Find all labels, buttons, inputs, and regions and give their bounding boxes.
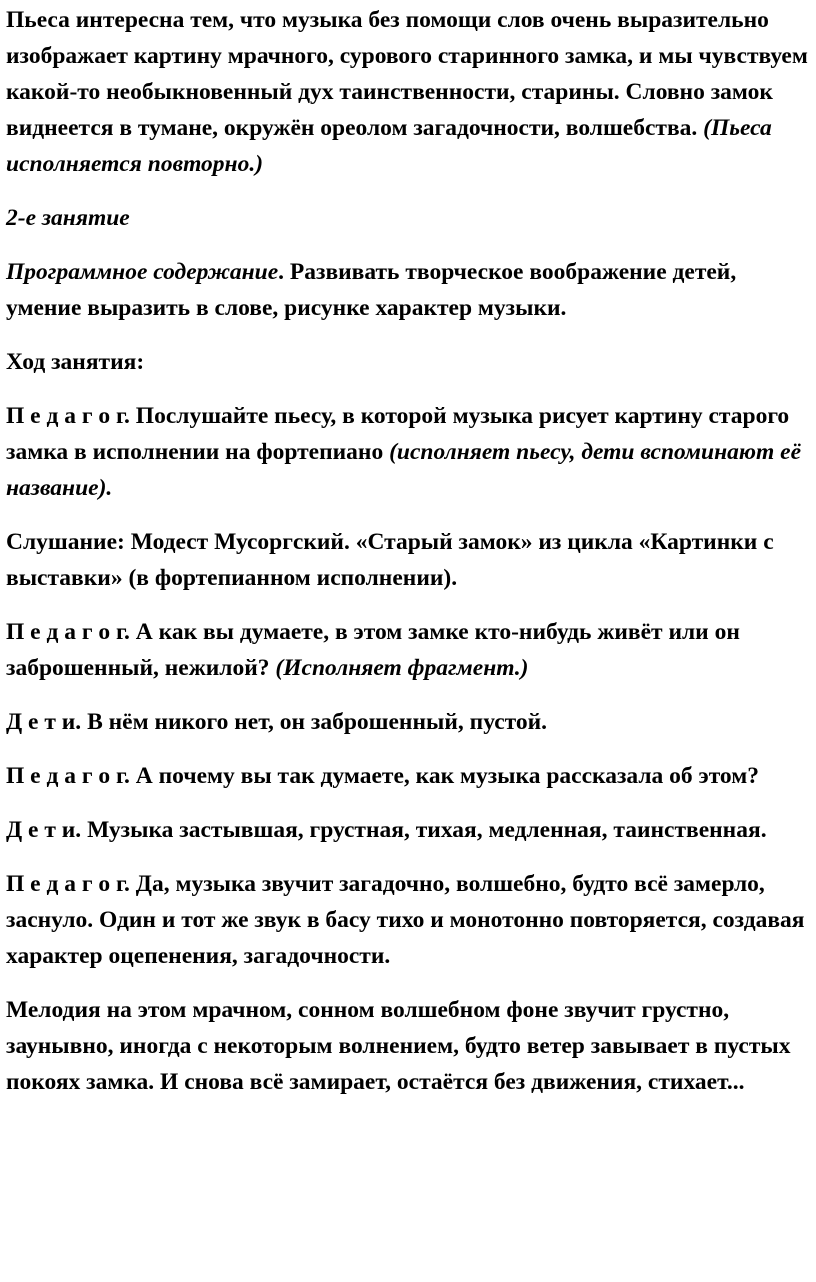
dialogue-text: В нём никого нет, он заброшенный, пустой. bbox=[81, 709, 548, 735]
speaker-teacher: П е д а г о г. bbox=[6, 763, 130, 789]
dialogue-teacher-3 bbox=[6, 758, 810, 794]
dialogue-text: Музыка застывшая, грустная, тихая, медленная, таинственная. bbox=[81, 817, 767, 843]
dialogue-teacher-1 bbox=[6, 398, 810, 506]
dialogue-text: А как вы думаете, в этом замке кто-нибудь живёт или он заброшенный, нежилой? bbox=[6, 619, 740, 681]
dialogue-children-2 bbox=[6, 812, 810, 848]
speaker-teacher: П е д а г о г. bbox=[6, 403, 130, 429]
closing-paragraph: Мелодия на этом мрачном, сонном волшебном фоне звучит грустно, заунывно, иногда с некоторым волнением, будто ветер завывает в пустых покоях замка. И снова всё замирает, остаётся без движения, стихает... bbox=[6, 997, 791, 1095]
program-label: Программное содержание bbox=[6, 259, 279, 285]
dialogue-children-1 bbox=[6, 704, 810, 740]
intro-text: Пьеса интересна тем, что музыка без помощи слов очень выразительно изображает картину мрачного, сурового старинного замка, и мы чувствуем какой-то необыкновенный дух таинственности, старины. Словно замок виднеется в тумане, окружён ореолом загадочности, волшебства. bbox=[6, 7, 808, 141]
dialogue-teacher-2 bbox=[6, 614, 810, 686]
intro-paragraph bbox=[6, 2, 810, 182]
stage-note: (Исполняет фрагмент.) bbox=[275, 655, 529, 681]
listening-paragraph: Слушание: Модест Мусоргский. «Старый замок» из цикла «Картинки с выставки» (в фортепианном исполнении). bbox=[6, 529, 774, 591]
speaker-children: Д е т и. bbox=[6, 709, 82, 735]
lesson-heading: 2-е занятие bbox=[6, 205, 130, 231]
program-text: . Развивать творческое воображение детей, умение выразить в слове, рисунке характер музыки. bbox=[6, 259, 737, 321]
dialogue-text: Послушайте пьесу, в которой музыка рисует картину старого замка в исполнении на фортепиано bbox=[6, 403, 790, 465]
dialogue-text: Да, музыка звучит загадочно, волшебно, будто всё замерло, заснуло. Один и тот же звук в басу тихо и монотонно повторяется, создавая характер оцепенения, загадочности. bbox=[6, 871, 805, 969]
intro-note: (Пьеса исполняется повторно.) bbox=[6, 115, 772, 177]
dialogue-teacher-4 bbox=[6, 866, 810, 974]
speaker-teacher: П е д а г о г. bbox=[6, 619, 130, 645]
dialogue-text: А почему вы так думаете, как музыка рассказала об этом? bbox=[129, 763, 759, 789]
course-heading: Ход занятия: bbox=[6, 349, 145, 375]
program-paragraph bbox=[6, 254, 810, 326]
speaker-teacher: П е д а г о г. bbox=[6, 871, 130, 897]
stage-note: (исполняет пьесу, дети вспоминают её название). bbox=[6, 439, 802, 501]
speaker-children: Д е т и. bbox=[6, 817, 82, 843]
